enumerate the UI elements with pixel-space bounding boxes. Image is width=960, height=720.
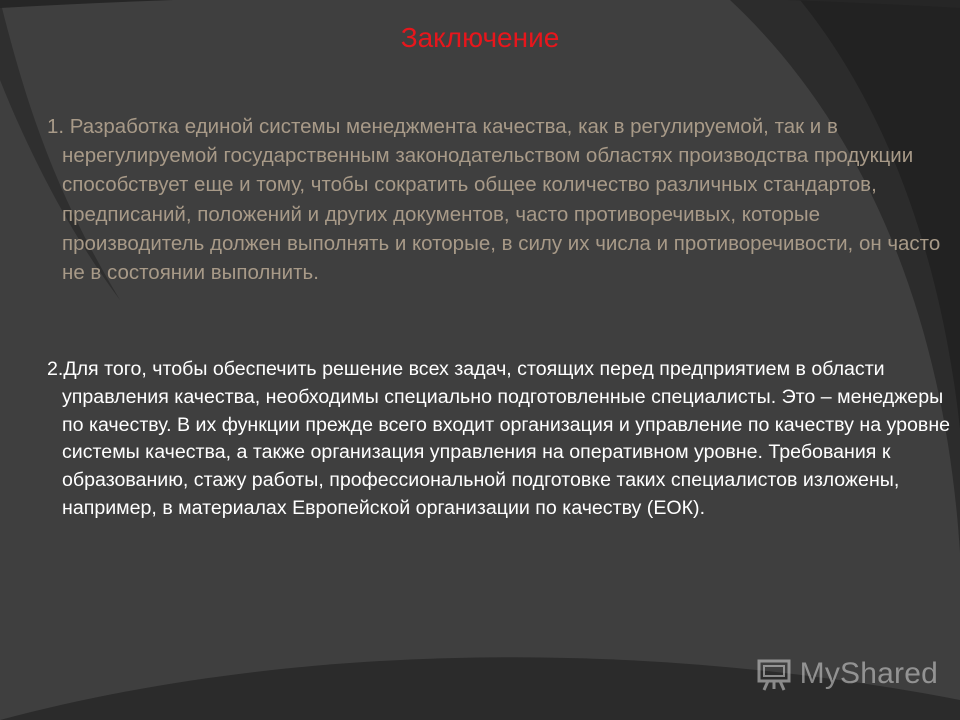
watermark-logo [756, 656, 938, 692]
slide-title: Заключение [400, 22, 560, 53]
presentation-screen-icon [756, 656, 792, 692]
watermark-text: MyShared [799, 657, 938, 690]
paragraph-2: 2.Для того, чтобы обеспечить решение всех задач, стоящих перед предприятием в области управления качества, необходимы специально подготовленные специалисты. Это – менеджеры по качеству. В их функции прежде всего входит организация и управление по качеству на уровне системы качества, а также организация управления на оперативном уровне. Требования к образованию, стажу работы, профессиональной подготовке таких специалистов изложены, например, в материалах Европейской организации по качеству (ЕОК). [47, 358, 951, 519]
paragraph-1: 1. Разработка единой системы менеджмента качества, как в регулируемой, так и в нерегулируемой государственным законодательством областях производства продукции способствует еще и тому, чтобы сократить общее количество различных стандартов, предписаний, положений и других документов, часто противоречивых, которые производитель должен выполнять и которые, в силу их числа и противоречивости, он часто не в состоянии выполнить. [47, 115, 941, 285]
